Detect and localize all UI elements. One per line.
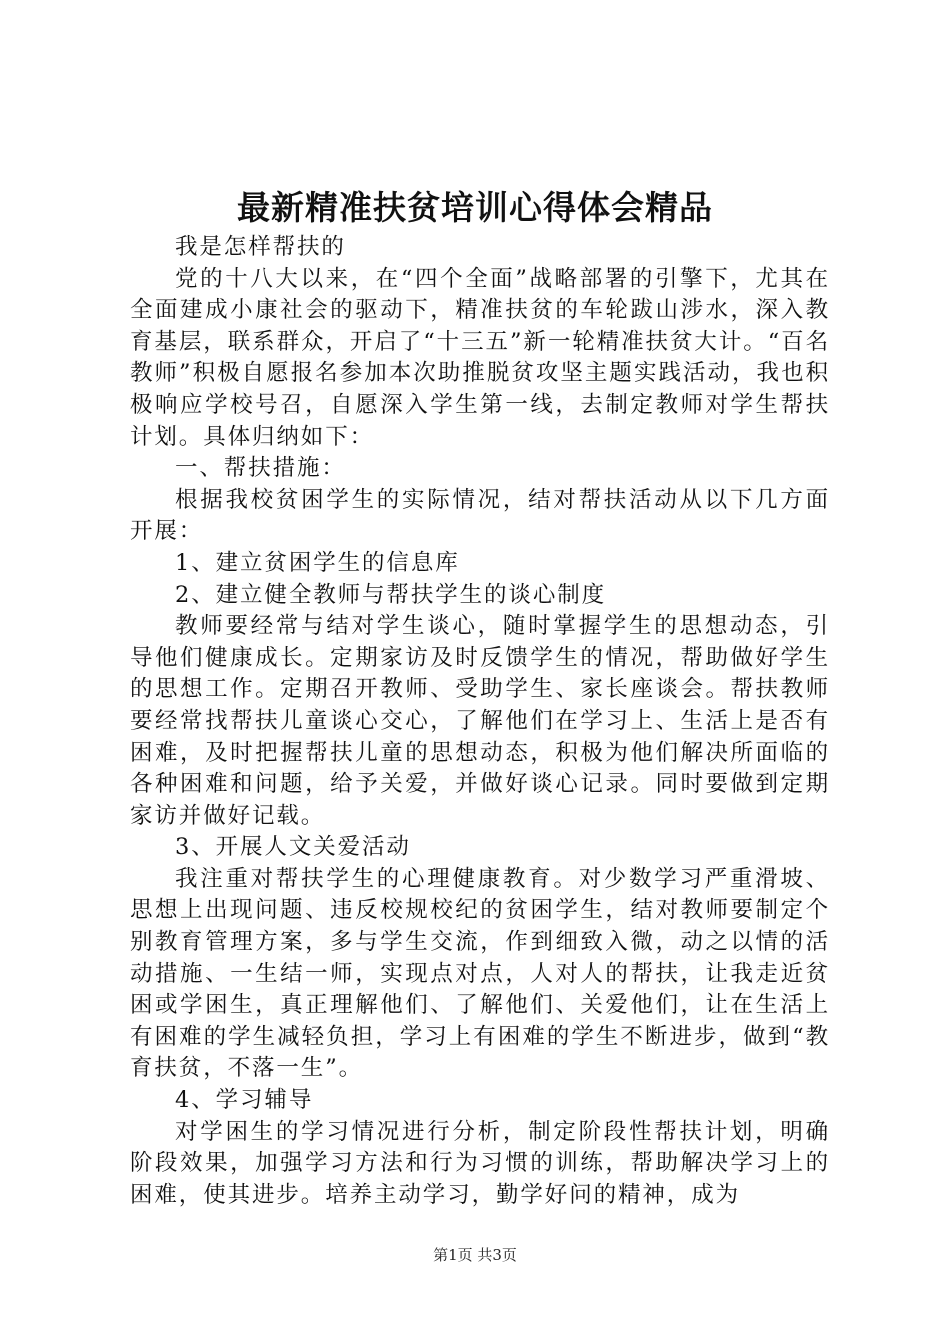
page-number-footer: 第1页 共3页	[433, 1246, 517, 1264]
list-item-heading: 3、开展人文关爱活动	[175, 834, 411, 861]
document-body	[130, 232, 830, 1211]
body-paragraph: 党的十八大以来，在“四个全面”战略部署的引擎下，尤其在全面建成小康社会的驱动下，精准扶贫的车轮跋山涉水，深入教育基层，联系群众，开启了“十三五”新一轮精准扶贫大计。“百名教师”积极自愿报名参加本次助推脱贫攻坚主题实践活动，我也积极响应学校号召，自愿深入学生第一线，去制定教师对学生帮扶计划。具体归纳如下：	[130, 265, 830, 450]
body-paragraph: 根据我校贫困学生的实际情况，结对帮扶活动从以下几方面开展：	[130, 486, 830, 545]
body-paragraph: 对学困生的学习情况进行分析，制定阶段性帮扶计划，明确阶段效果，加强学习方法和行为习惯的训练，帮助解决学习上的困难，使其进步。培养主动学习，勤学好问的精神，成为	[130, 1118, 830, 1208]
list-item-heading: 2、建立健全教师与帮扶学生的谈心制度	[175, 581, 607, 608]
body-paragraph: 我注重对帮扶学生的心理健康教育。对少数学习严重滑坡、思想上出现问题、违反校规校纪的贫困学生，结对教师要制定个别教育管理方案，多与学生交流，作到细致入微，动之以情的活动措施、一生结一师，实现点对点，人对人的帮扶，让我走近贫困或学困生，真正理解他们、了解他们、关爱他们，让在生活上有困难的学生减轻负担，学习上有困难的学生不断进步，做到“教育扶贫，不落一生”。	[130, 865, 830, 1082]
document-title: 最新精准扶贫培训心得体会精品	[237, 188, 713, 227]
body-paragraph: 教师要经常与结对学生谈心，随时掌握学生的思想动态，引导他们健康成长。定期家访及时反馈学生的情况，帮助做好学生的思想工作。定期召开教师、受助学生、家长座谈会。帮扶教师要经常找帮扶儿童谈心交心，了解他们在学习上、生活上是否有困难，及时把握帮扶儿童的思想动态，积极为他们解决所面临的各种困难和问题，给予关爱，并做好谈心记录。同时要做到定期家访并做好记载。	[130, 613, 830, 829]
section-heading: 我是怎样帮扶的	[175, 234, 346, 260]
list-item-heading: 1、建立贫困学生的信息库	[175, 549, 460, 576]
list-item-heading: 4、学习辅导	[175, 1087, 314, 1114]
section-heading: 一、帮扶措施：	[175, 455, 346, 482]
